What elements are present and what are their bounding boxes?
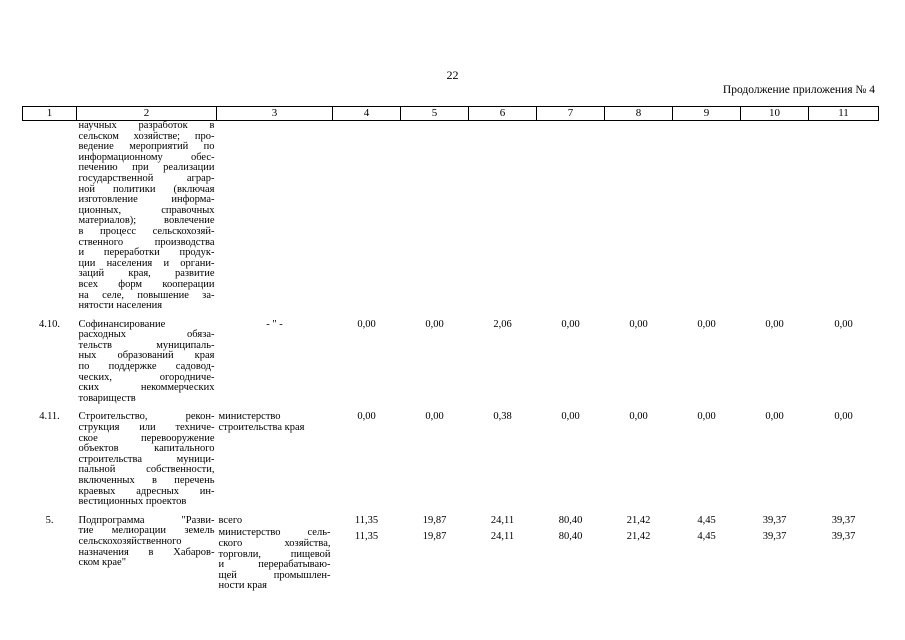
header-cell: 4: [333, 107, 401, 121]
value-sub: 80,40: [558, 531, 583, 543]
value-cell: 0,00: [765, 411, 784, 423]
page-number: 22: [446, 68, 459, 82]
value-cell: 0,00: [834, 318, 853, 330]
header-cell: 11: [809, 107, 879, 121]
value-cell: 0,00: [697, 411, 716, 423]
value-total: 39,37: [831, 514, 856, 526]
value-cell: [469, 508, 537, 592]
row-name-line: печению при реализации: [78, 162, 215, 174]
header-cell: 6: [469, 107, 537, 121]
executor-sub-line: щей промышлен-: [218, 569, 331, 581]
value-cell: 0,00: [357, 318, 376, 330]
row-name-line: включенных в перечень: [78, 475, 215, 486]
row-name-line: на селе, повышение за-: [78, 289, 215, 301]
row-name-line: пальной собственности,: [78, 464, 215, 476]
row-name-line: сельском хозяйстве; про-: [78, 130, 215, 142]
value-total: 39,37: [762, 514, 787, 526]
executor-sub-line: министерство сель-: [218, 527, 331, 539]
value-cell: 0,00: [425, 411, 444, 423]
header-cell: 8: [605, 107, 673, 121]
header-cell: 7: [537, 107, 605, 121]
row-name-line: ных образований края: [78, 350, 215, 362]
row-name-line: ское перевооружение: [78, 432, 215, 444]
row-name-line: сельскохозяйственного: [78, 535, 182, 547]
table-body: [23, 121, 879, 592]
executor-sub-line: ского хозяйства,: [218, 537, 331, 549]
appendix-table: [22, 106, 879, 592]
row-name-line: товариществ: [78, 392, 136, 404]
row-name-line: ственного производства: [78, 236, 215, 248]
row-name-line: строительства муници-: [78, 453, 215, 465]
value-cell: 0,00: [357, 411, 376, 423]
value-cell: 0,00: [425, 318, 444, 330]
table-row: [23, 404, 879, 507]
value-cell: 0,00: [561, 411, 580, 423]
value-sub: 11,35: [354, 531, 379, 543]
row-name-line: струкция или техниче-: [78, 422, 215, 434]
row-name-line: ции населения и органи-: [78, 257, 215, 269]
row-name-line: краевых адресных ин-: [78, 485, 215, 497]
value-sub: 39,37: [762, 531, 787, 543]
table-row: [23, 508, 879, 592]
table-row: [23, 312, 879, 405]
value-cell: [333, 121, 401, 312]
row-name-cell: [77, 121, 217, 312]
row-name-line: ских некоммерческих: [78, 382, 215, 394]
value-cell: 0,38: [493, 411, 512, 423]
value-total: 21,42: [626, 514, 651, 526]
header-cell: 3: [217, 107, 333, 121]
value-sub: 19,87: [422, 531, 447, 543]
value-cell: [741, 508, 809, 592]
row-name-line: ведение мероприятий по: [78, 141, 215, 153]
row-name-cell: [77, 404, 217, 507]
row-name-line: всех форм кооперации: [78, 278, 215, 290]
value-cell: [333, 508, 401, 592]
row-name-line: ционных, справочных: [78, 204, 215, 216]
value-total: 11,35: [354, 514, 379, 526]
row-number: 5.: [45, 514, 54, 526]
value-cell: [741, 121, 809, 312]
row-name-line: ском крае": [78, 557, 127, 569]
row-number: 4.11.: [39, 411, 60, 423]
table-row: [23, 121, 879, 312]
value-total: 4,45: [697, 514, 716, 526]
header-cell: 10: [741, 107, 809, 121]
row-name-line: Строительство, рекон-: [78, 411, 215, 423]
value-cell: [537, 121, 605, 312]
row-name-line: в процесс сельскохозяй-: [78, 225, 215, 237]
row-name-line: ной политики (включая: [78, 183, 215, 195]
row-name-line: вестиционных проектов: [78, 496, 187, 508]
row-name-line: заций края, развитие: [78, 268, 215, 280]
row-name-cell: [77, 508, 217, 592]
executor-sub-label: [219, 528, 331, 592]
row-executor: [217, 508, 333, 592]
value-cell: [673, 508, 741, 592]
value-cell: [469, 121, 537, 312]
value-cell: 2,06: [493, 318, 512, 330]
row-name-line: государственной аграр-: [78, 172, 215, 184]
row-name-line: нятости населения: [78, 300, 163, 312]
value-cell: 0,00: [561, 318, 580, 330]
value-sub: 21,42: [626, 531, 651, 543]
row-executor: министерство строительства края: [218, 411, 305, 434]
executor-total-label: всего: [218, 514, 243, 526]
value-sub: 24,11: [490, 531, 515, 543]
row-name-line: и переработки продук-: [78, 247, 215, 259]
executor-sub-line: ности края: [218, 580, 267, 592]
row-name-line: Софинансирование: [78, 318, 166, 330]
value-sub: 39,37: [831, 531, 856, 543]
value-cell: 0,00: [629, 411, 648, 423]
row-name-line: изготовление информа-: [78, 194, 215, 206]
row-name-line: научных разработок в: [78, 120, 215, 131]
row-name-cell: [77, 312, 217, 405]
row-name-line: материалов); вовлечение: [78, 215, 215, 227]
appendix-continuation-label: Продолжение приложения № 4: [722, 84, 875, 96]
row-name-line: информационному обес-: [78, 151, 215, 163]
row-number: 4.10.: [39, 318, 60, 330]
row-number: [23, 121, 77, 312]
value-total: 24,11: [490, 514, 515, 526]
value-cell: [673, 121, 741, 312]
value-cell: 0,00: [765, 318, 784, 330]
value-cell: 0,00: [834, 411, 853, 423]
value-sub: 4,45: [697, 531, 716, 543]
value-cell: [809, 121, 879, 312]
row-executor: - " -: [266, 318, 283, 330]
value-cell: [605, 121, 673, 312]
row-name-line: объектов капитального: [78, 443, 215, 455]
header-cell: 5: [401, 107, 469, 121]
value-cell: [401, 508, 469, 592]
value-total: 19,87: [422, 514, 447, 526]
row-name-line: Подпрограмма "Разви-: [78, 514, 215, 526]
row-executor: [217, 121, 333, 312]
header-cell: 2: [77, 107, 217, 121]
row-name-line: тельств муниципаль-: [78, 339, 215, 351]
row-name-line: по поддержке садовод-: [78, 361, 215, 373]
header-row: [23, 107, 879, 121]
row-name-line: назначения в Хабаров-: [78, 546, 215, 558]
value-cell: [401, 121, 469, 312]
value-cell: [537, 508, 605, 592]
row-name-line: ческих, огородниче-: [78, 371, 215, 383]
header-cell: 1: [23, 107, 77, 121]
value-cell: [809, 508, 879, 592]
header-cell: 9: [673, 107, 741, 121]
row-name-line: расходных обяза-: [78, 329, 215, 341]
value-cell: 0,00: [697, 318, 716, 330]
row-name-line: тие мелиорации земель: [78, 525, 215, 537]
executor-sub-line: и перерабатываю-: [218, 559, 331, 571]
value-cell: [605, 508, 673, 592]
value-cell: 0,00: [629, 318, 648, 330]
executor-sub-line: торговли, пищевой: [218, 548, 331, 560]
value-total: 80,40: [558, 514, 583, 526]
